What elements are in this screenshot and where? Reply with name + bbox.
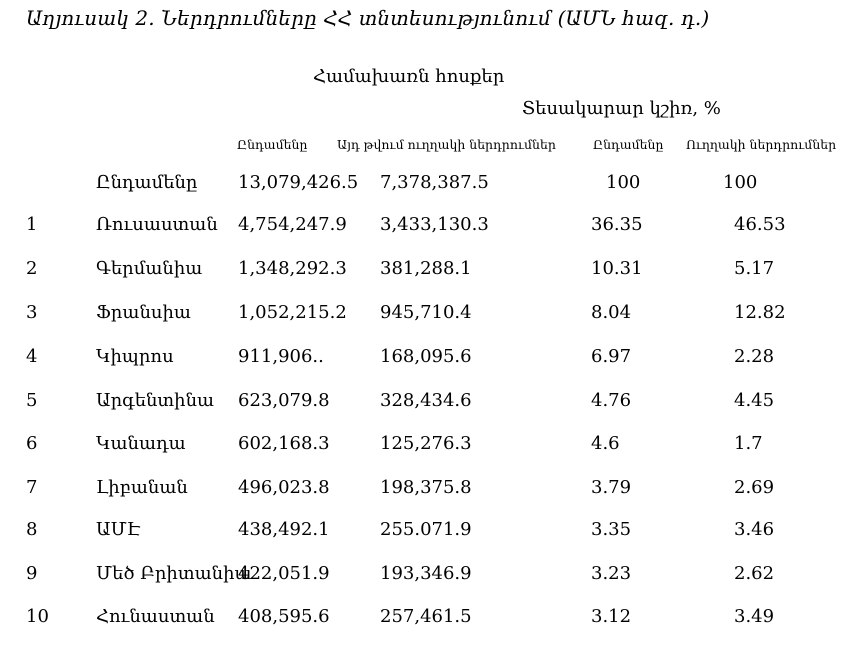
column-header-share-direct: Ուղղակի ներդրումներ — [686, 137, 837, 152]
row-direct: 328,434.6 — [380, 390, 472, 411]
row-total: 496,023.8 — [238, 477, 330, 498]
row-direct: 255.071.9 — [380, 519, 472, 540]
row-share-total: 3.35 — [591, 519, 632, 540]
row-rank: 6 — [26, 433, 38, 454]
row-country: Հունաստան — [96, 606, 215, 627]
row-country: Լիբանան — [96, 477, 188, 498]
row-total: 4,754,247.9 — [238, 214, 347, 235]
row-share-direct: 46.53 — [734, 214, 786, 235]
row-country: Ռուսաստան — [96, 214, 218, 235]
row-rank: 7 — [26, 477, 38, 498]
row-share-direct: 2.62 — [734, 563, 775, 584]
row-country: Գերմանիա — [96, 258, 203, 279]
row-rank: 4 — [26, 346, 38, 367]
row-share-total: 4.76 — [591, 390, 632, 411]
row-direct: 257,461.5 — [380, 606, 472, 627]
row-direct: 168,095.6 — [380, 346, 472, 367]
row-share-total: 100 — [606, 172, 641, 193]
row-total: 1,348,292.3 — [238, 258, 347, 279]
row-share-direct: 2.28 — [734, 346, 775, 367]
row-rank: 10 — [26, 606, 49, 627]
row-share-direct: 3.46 — [734, 519, 775, 540]
column-header-direct-investments: Այդ թվում ուղղակի ներդրումներ — [337, 137, 556, 152]
share-percent-heading: Տեսակարար կշիռ, % — [522, 98, 721, 119]
row-share-total: 36.35 — [591, 214, 643, 235]
table-caption: Աղյուսակ 2. Ներդրումները ՀՀ տնտեսությունում (ԱՄՆ հազ. դ.) — [26, 6, 710, 30]
row-direct: 381,288.1 — [380, 258, 472, 279]
row-direct: 125,276.3 — [380, 433, 472, 454]
row-rank: 8 — [26, 519, 38, 540]
row-country: Մեծ Բրիտանիա — [96, 563, 252, 584]
row-total: 422,051.9 — [238, 563, 330, 584]
row-share-direct: 2.69 — [734, 477, 775, 498]
row-share-direct: 5.17 — [734, 258, 775, 279]
row-total: 623,079.8 — [238, 390, 330, 411]
row-country: ԱՄԷ — [96, 519, 141, 540]
row-direct: 198,375.8 — [380, 477, 472, 498]
row-rank: 3 — [26, 302, 38, 323]
row-rank: 1 — [26, 214, 38, 235]
row-total: 13,079,426.5 — [238, 172, 359, 193]
row-total: 438,492.1 — [238, 519, 330, 540]
column-header-share-total: Ընդամենը — [593, 137, 664, 152]
row-share-total: 3.12 — [591, 606, 632, 627]
row-total: 408,595.6 — [238, 606, 330, 627]
row-share-direct: 4.45 — [734, 390, 775, 411]
gross-flows-heading: Համախառն հոսքեր — [313, 66, 505, 87]
row-share-total: 6.97 — [591, 346, 632, 367]
row-rank: 9 — [26, 563, 38, 584]
row-country: Կիպրոս — [96, 346, 174, 367]
row-country: Կանադա — [96, 433, 186, 454]
row-country: Ընդամենը — [96, 172, 198, 193]
row-share-direct: 3.49 — [734, 606, 775, 627]
row-rank: 2 — [26, 258, 38, 279]
row-total: 602,168.3 — [238, 433, 330, 454]
column-header-total: Ընդամենը — [237, 137, 308, 152]
row-share-total: 4.6 — [591, 433, 620, 454]
row-share-total: 3.79 — [591, 477, 632, 498]
row-share-total: 10.31 — [591, 258, 643, 279]
row-share-total: 8.04 — [591, 302, 632, 323]
row-direct: 3,433,130.3 — [380, 214, 489, 235]
row-direct: 7,378,387.5 — [380, 172, 489, 193]
row-share-direct: 12.82 — [734, 302, 786, 323]
row-direct: 945,710.4 — [380, 302, 472, 323]
row-share-total: 3.23 — [591, 563, 632, 584]
row-share-direct: 100 — [723, 172, 758, 193]
row-direct: 193,346.9 — [380, 563, 472, 584]
row-share-direct: 1.7 — [734, 433, 763, 454]
row-rank: 5 — [26, 390, 38, 411]
row-total: 911,906.. — [238, 346, 324, 367]
row-country: Արգենտինա — [96, 390, 215, 411]
row-country: Ֆրանսիա — [96, 302, 191, 323]
row-total: 1,052,215.2 — [238, 302, 347, 323]
